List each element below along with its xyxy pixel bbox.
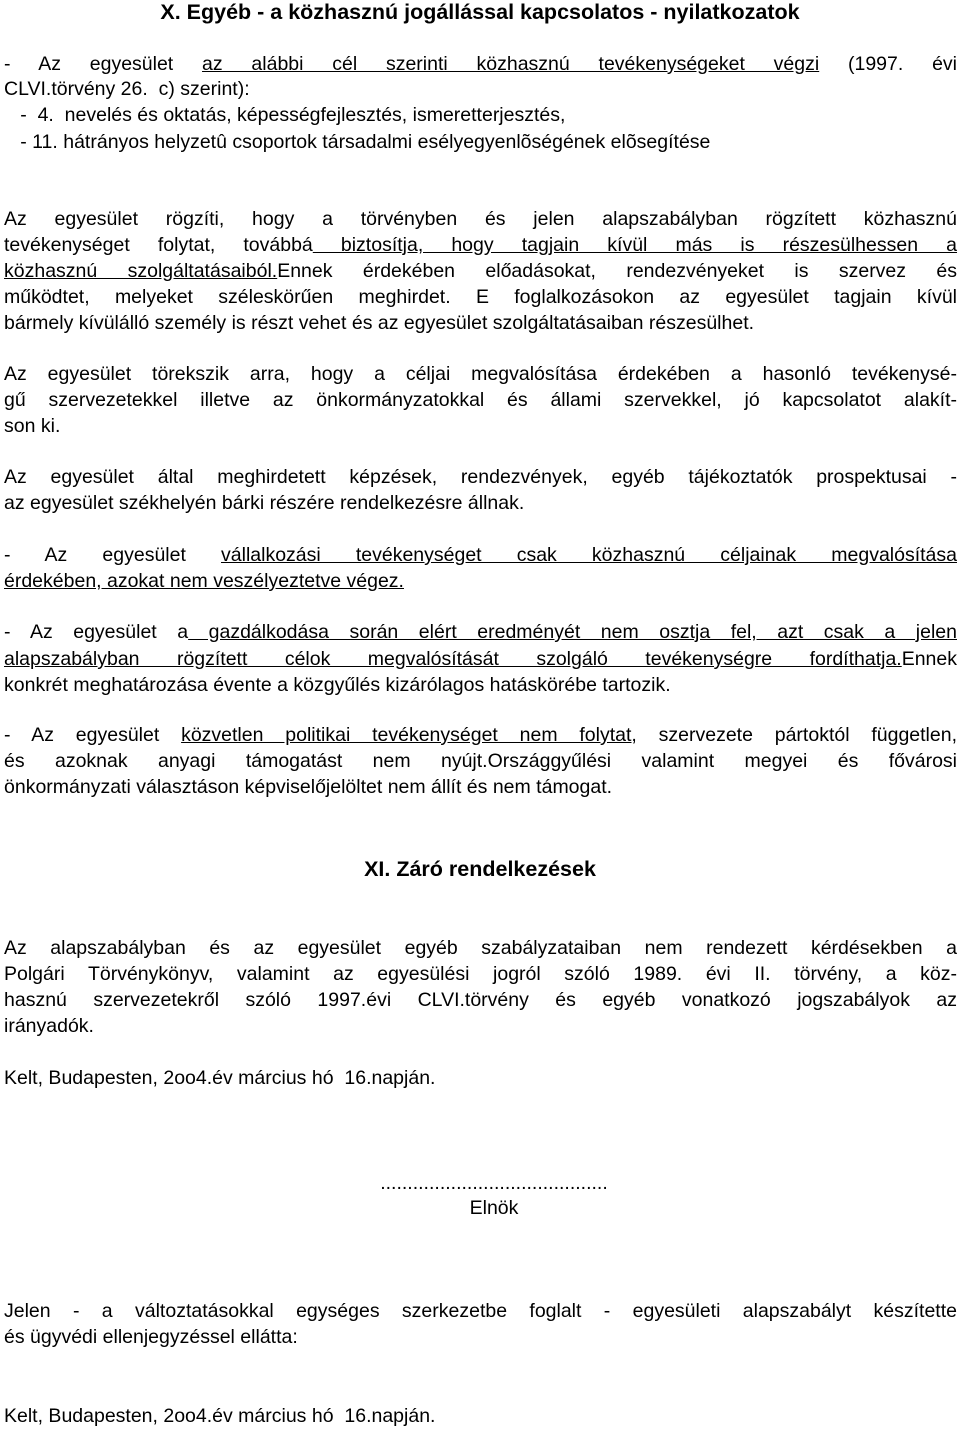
activity-item-11: - 11. hátrányos helyzetû csoportok társadalmi esélyegyenlõségének elõsegítése xyxy=(4,131,711,153)
p1-underlined-2: közhasznú szolgáltatásaiból. xyxy=(4,260,278,282)
p4-underlined: vállalkozási tevékenységet csak közhasznú céljainak megvalósítása xyxy=(221,544,957,566)
paragraph-1-line-2 xyxy=(4,232,957,258)
paragraph-5-line-1 xyxy=(4,619,957,645)
paragraph-1-line-1: Az egyesület rögzíti, hogy a törvényben és jelen alapszabályban rögzített közhasznú xyxy=(4,208,957,230)
intro-text-end: (1997. évi xyxy=(819,53,958,75)
p6-text-end: szervezete pártoktól független, xyxy=(636,724,957,746)
paragraph-1-line-4: működtet, melyeket széleskörűen meghirdet. E foglalkozásokon az egyesület tagjain kívül xyxy=(4,286,957,308)
p5-underlined-2: alapszabályban rögzített célok megvalósítását szolgáló tevékenységre fordíthatja. xyxy=(4,648,902,670)
intro-text: - Az egyesület xyxy=(4,53,203,75)
p5-underlined: gazdálkodása során elért eredményét nem osztja fel, azt csak a jelen xyxy=(188,621,957,643)
p5-text-2: Ennek xyxy=(901,648,957,670)
paragraph-3-line-2: az egyesület székhelyén bárki részére rendelkezésre állnak. xyxy=(4,492,525,514)
section-x-title: X. Egyéb - a közhasznú jogállással kapcsolatos - nyilatkozatok xyxy=(160,0,800,24)
paragraph-4-line-1 xyxy=(4,542,957,568)
signature-line: .......................................... xyxy=(380,1172,608,1194)
date-line-1: Kelt, Budapesten, 2oo4.év március hó 16.napján. xyxy=(4,1067,436,1089)
paragraph-6-line-2: és azoknak anyagi támogatást nem nyújt.Országgyűlési valamint megyei és fővárosi xyxy=(4,750,957,772)
p1-text-2: Ennek érdekében előadásokat, rendezvényeket is szervez és xyxy=(277,260,957,282)
section-xi-title: XI. Záró rendelkezések xyxy=(364,857,596,881)
signature-role: Elnök xyxy=(469,1197,519,1219)
paragraph-2-line-3: son ki. xyxy=(4,415,61,437)
paragraph-2-line-1: Az egyesület törekszik arra, hogy a céljai megvalósítása érdekében a hasonló tevékenysé- xyxy=(4,363,957,385)
paragraph-6-line-1 xyxy=(4,722,957,748)
p5-text: - Az egyesület a xyxy=(4,621,189,643)
paragraph-6-line-3: önkormányzati választáson képviselőjelöltet nem állít és nem támogat. xyxy=(4,776,613,798)
paragraph-3-line-1: Az egyesület által meghirdetett képzések, rendezvények, egyéb tájékoztatók prospektusai - xyxy=(4,466,957,488)
closing-line-1: Jelen - a változtatásokkal egységes szerkezetbe foglalt - egyesületi alapszabályt készítette xyxy=(4,1300,957,1322)
paragraph-4-line-2 xyxy=(4,568,404,594)
paragraph-2-line-2: gű szervezetekkel illetve az önkormányzatokkal és állami szervekkel, jó kapcsolatot alakít- xyxy=(4,389,957,411)
p4-underlined-2: érdekében, azokat nem veszélyeztetve végez. xyxy=(4,570,404,592)
paragraph-5-line-3: konkrét meghatározása évente a közgyűlés kizárólagos hatáskörébe tartozik. xyxy=(4,674,671,696)
paragraph-5-line-2 xyxy=(4,646,957,672)
closing-para-line-4: irányadók. xyxy=(4,1015,94,1037)
closing-para-line-3: hasznú szervezetekről szóló 1997.évi CLVI.törvény és egyéb vonatkozó jogszabályok az xyxy=(4,989,957,1011)
closing-para-line-2: Polgári Törvénykönyv, valamint az egyesülési jogról szóló 1989. évi II. törvény, a köz- xyxy=(4,963,957,985)
p6-text: - Az egyesület xyxy=(4,724,182,746)
closing-para-line-1: Az alapszabályban és az egyesület egyéb szabályzataiban nem rendezett kérdésekben a xyxy=(4,937,957,959)
p4-text: - Az egyesület xyxy=(4,544,222,566)
date-line-2: Kelt, Budapesten, 2oo4.év március hó 16.napján. xyxy=(4,1405,436,1427)
paragraph-1-line-3 xyxy=(4,258,957,284)
intro-line-2: CLVI.törvény 26. c) szerint): xyxy=(4,78,250,100)
paragraph-1-line-5: bármely kívülálló személy is részt vehet és az egyesület szolgáltatásaiban részesülhet. xyxy=(4,312,755,334)
intro-line-1 xyxy=(4,51,957,77)
p1-text: tevékenységet folytat, továbbá xyxy=(4,234,313,256)
p6-underlined: közvetlen politikai tevékenységet nem folytat, xyxy=(181,724,637,746)
closing-line-2: és ügyvédi ellenjegyzéssel ellátta: xyxy=(4,1326,298,1348)
activity-item-4: - 4. nevelés és oktatás, képességfejlesztés, ismeretterjesztés, xyxy=(4,104,566,126)
p1-underlined: biztosítja, hogy tagjain kívül más is részesülhessen a xyxy=(312,234,958,256)
intro-underlined: az alábbi cél szerinti közhasznú tevékenységeket végzi xyxy=(202,53,820,75)
